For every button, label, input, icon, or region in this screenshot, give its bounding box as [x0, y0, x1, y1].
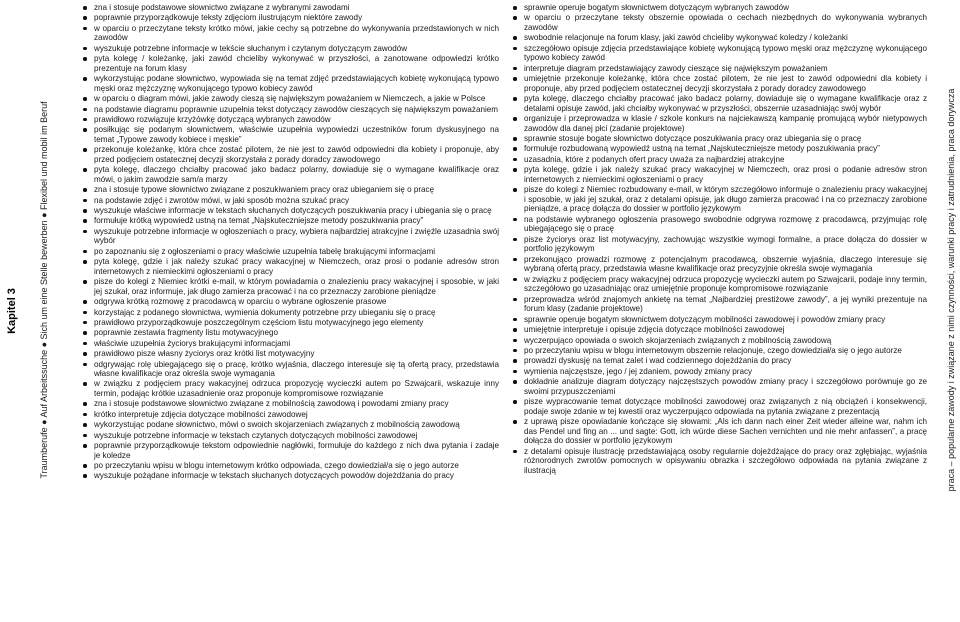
list-item: wyczerpująco opowiada o swoich skojarzeniach związanych z mobilnością zawodową [511, 336, 927, 346]
list-item: sprawnie operuje bogatym słownictwem dotyczącym wybranych zawodów [511, 3, 927, 13]
list-item: prawidłowo rozwiązuje krzyżówkę dotyczącą wybranych zawodów [81, 115, 499, 125]
list-item: pisze wypracowanie temat dotyczące mobilności zawodowej oraz związanych z nią obciążeń i konsekwencji, podaje swoje zdanie w tej kwestii oraz wyczerpująco odpowiada na pytania związane z prezentacją [511, 397, 927, 416]
list-item: w oparciu o diagram mówi, jakie zawody cieszą się największym poważaniem w Niemczech, a jakie w Polsce [81, 94, 499, 104]
list-item: wykorzystując podane słownictwo, mówi o swoich skojarzeniach związanych z mobilnością zawodową [81, 420, 499, 430]
list-item: pisze do kolegi z Niemiec krótki e-mail, w którym powiadamia o znalezieniu pracy wakacyjnej i sposobie, w jaki jej szukał, oraz informuje, jak długo zamierza pracować i na co przeznaczy zarobione pieniądze [81, 277, 499, 296]
topic-description: praca – popularne zawody i związane z nimi czynności, warunki pracy i zatrudnienia, praca dorywcza [946, 88, 956, 492]
list-item: wykorzystując podane słownictwo, wypowiada się na temat zdjęć przedstawiających kobietę wykonującą typowo męski oraz mężczyznę wykonującego typowo kobiecy zawód [81, 74, 499, 93]
list-item: wyszukuje pożądane informacje w tekstach słuchanych dotyczących powodów dojeżdżania do pracy [81, 471, 499, 481]
list-item: pisze życiorys oraz list motywacyjny, zachowując wszystkie wymogi formalne, a prace dołącza do dossier w portfolio językowym [511, 235, 927, 254]
list-item: umiejętnie interpretuje i opisuje zdjęcia dotyczące mobilności zawodowej [511, 325, 927, 335]
list-item: organizuje i przeprowadza w klasie / szkole konkurs na najciekawszą kampanię promującą wybór nietypowych zawodów dla danej płci (zadanie projektowe) [511, 114, 927, 133]
list-item: prawidłowo przyporządkowuje poszczególnym częściom listu motywacyjnego jego elementy [81, 318, 499, 328]
list-item: na podstawie diagramu poprawnie uzupełnia tekst dotyczący zawodów cieszących się największym poważaniem [81, 105, 499, 115]
list-item: w oparciu o przeczytane teksty krótko mówi, jakie cechy są potrzebne do wykonywania przedstawionych w nich zawodów [81, 24, 499, 43]
list-item: posiłkując się podanym słownictwem, właściwie uzupełnia wypowiedzi uczestników forum dyskusyjnego na temat „Typowe zawody kobiece i męskie” [81, 125, 499, 144]
list-item: formułuje krótką wypowiedź ustną na temat „Najskuteczniejsze metody poszukiwania pracy” [81, 216, 499, 226]
basic-requirements-list [81, 3, 499, 481]
list-item: odgrywając rolę ubiegającego się o pracę, krótko wyjaśnia, dlaczego interesuje się tą ofertą pracy, przedstawia własne kwalifikacje oraz określa swoje wymagania [81, 360, 499, 379]
list-item: zna i stosuje podstawowe słownictwo związane z wybranymi zawodami [81, 3, 499, 13]
list-item: w oparciu o przeczytane teksty obszernie opowiada o cechach niezbędnych do wykonywania wybranych zawodów [511, 13, 927, 32]
list-item: w związku z podjęciem pracy wakacyjnej odrzuca propozycję wycieczki autem po Szwajcarii, podaje inny termin, szczegółowo go uzasadniając oraz umiejętnie proponuje kompromisowe rozwiązanie [511, 275, 927, 294]
chapter-label: Kapitel 3 [6, 288, 18, 334]
list-item: wyszukuje właściwe informacje w tekstach słuchanych dotyczących poszukiwania pracy i ubiegania się o pracę [81, 206, 499, 216]
chapter-sidebar [0, 0, 26, 622]
list-item: dokładnie analizuje diagram dotyczący najczęstszych powodów zmiany pracy i szczegółowo porównuje go ze swoimi przypuszczeniami [511, 377, 927, 396]
list-item: po przeczytaniu wpisu w blogu internetowym obszernie relacjonuje, czego dowiedział/a się o jego autorze [511, 346, 927, 356]
list-item: sprawnie operuje bogatym słownictwem dotyczącym mobilności zawodowej i powodów zmiany pracy [511, 315, 927, 325]
chapter-topics: Traumberufe ● Auf Arbeitssuche ● Sich um eine Stelle bewerben ● Flexibel und mobil im Beruf [39, 101, 49, 479]
list-item: z uprawą pisze opowiadanie kończące się słowami: „Als ich dann nach einer Zeit wieder alleine war, nahm ich das Pendel und fing an ... und sagte: Gott, ich würde diese Sachen vernichten und nie mehr anfassen”, a pracę dołącza do dossier w portfolio językowym [511, 417, 927, 446]
list-item: poprawnie przyporządkowuje tekstom odpowiednie nagłówki, formułuje do każdego z nich dwa pytania i zadaje je koledze [81, 441, 499, 460]
list-item: odgrywa krótką rozmowę z pracodawcą w oparciu o wybrane ogłoszenie prasowe [81, 297, 499, 307]
list-item: interpretuje diagram przedstawiający zawody cieszące się największym poważaniem [511, 64, 927, 74]
list-item: pyta kolegę, dlaczego chciałby pracować jako badacz polarny, dowiaduje się o wymagane kwalifikacje oraz z detalami opisuje zawód, jaki chciałby wykonywać w przyszłości, obszernie uzasadniając swój wybór [511, 94, 927, 113]
list-item: z detalami opisuje ilustrację przedstawiającą osoby regularnie dojeżdżające do pracy oraz zgłębiając, wyjaśnia różnorodnych zwrotów pomocnych w opisywaniu obrazka i szczegółowo odpowiada na pytania związane z ilustracją [511, 447, 927, 476]
list-item: po zapoznaniu się z ogłoszeniami o pracy właściwie uzupełnia tabelę brakującymi informacjami [81, 247, 499, 257]
list-item: pyta kolegę, dlaczego chciałby pracować jako badacz polarny, dowiaduje się o wymagane kwalifikacje oraz mówi, o jakim zawodzie sam/a marzy [81, 165, 499, 184]
list-item: krótko interpretuje zdjęcia dotyczące mobilności zawodowej [81, 410, 499, 420]
list-item: korzystając z podanego słownictwa, wymienia dokumenty potrzebne przy ubieganiu się o pracę [81, 308, 499, 318]
list-item: na podstawie zdjęć i zwrotów mówi, w jaki sposób można szukać pracy [81, 196, 499, 206]
list-item: umiejętnie przekonuje koleżankę, która chce zostać pilotem, że nie jest to zawód odpowiedni dla kobiety i proponuje, aby przed podjęciem ostatecznej decyzji skorzystała z porady doradcy zawodowego [511, 74, 927, 93]
list-item: pyta kolegę, gdzie i jak należy szukać pracy wakacyjnej w Niemczech, oraz prosi o podanie adresów stron internetowych z niemieckimi ogłoszeniami o pracy [81, 257, 499, 276]
list-item: wymienia najczęstsze, jego / jej zdaniem, powody zmiany pracy [511, 367, 927, 377]
list-item: zna i stosuje podstawowe słownictwo związane z mobilnością zawodową i powodami zmiany pracy [81, 399, 499, 409]
list-item: uzasadnia, które z podanych ofert pracy uważa za najbardziej atrakcyjne [511, 155, 927, 165]
list-item: swobodnie relacjonuje na forum klasy, jaki zawód chcieliby wykonywać koledzy / koleżanki [511, 33, 927, 43]
list-item: przekonująco prowadzi rozmowę z potencjalnym pracodawcą, obszernie wyjaśnia, dlaczego interesuje się wybraną ofertą pracy, przedstawia własne kwalifikacje oraz precyzyjnie określa swoje wymagania [511, 255, 927, 274]
extended-requirements-list [511, 3, 927, 475]
list-item: formułuje rozbudowaną wypowiedź ustną na temat „Najskuteczniejsze metody poszukiwania pracy” [511, 144, 927, 154]
list-item: pyta kolegę / koleżankę, jaki zawód chcieliby wykonywać w przyszłości, a zanotowane odpowiedzi krótko prezentuje na forum klasy [81, 54, 499, 73]
extended-requirements-column [511, 3, 927, 476]
list-item: zna i stosuje typowe słownictwo związane z poszukiwaniem pracy oraz ubieganiem się o pracę [81, 185, 499, 195]
list-item: pyta kolegę, gdzie i jak należy szukać pracy wakacyjnej w Niemczech, oraz prosi o podanie adresów stron internetowych z niemieckimi ogłoszeniami o pracy [511, 165, 927, 184]
list-item: wyszukuje potrzebne informacje w tekście słuchanym i czytanym dotyczącym zawodów [81, 44, 499, 54]
list-item: poprawnie zestawia fragmenty listu motywacyjnego [81, 328, 499, 338]
basic-requirements-column [81, 3, 499, 482]
list-item: wyszukuje potrzebne informacje w tekstach czytanych dotyczących mobilności zawodowej [81, 431, 499, 441]
list-item: przekonuje koleżankę, która chce zostać pilotem, że nie jest to zawód odpowiedni dla kobiety i proponuje, aby przed podjęciem ostatecznej decyzji skorzystała z porady doradcy zawodowego [81, 145, 499, 164]
list-item: prowadzi dyskusję na temat zalet i wad codziennego dojeżdżania do pracy [511, 356, 927, 366]
list-item: sprawnie stosuje bogate słownictwo dotyczące poszukiwania pracy oraz ubiegania się o pracę [511, 134, 927, 144]
list-item: pisze do kolegi z Niemiec rozbudowany e-mail, w którym szczegółowo informuje o znalezieniu pracy wakacyjnej i sposobie, w jaki jej szukał, oraz z detalami opisuje, jak długo zamierza pracować i na co przeznaczy zarobione pieniądze, a pracę dołącza do dossier w portfolio językowym [511, 185, 927, 214]
list-item: w związku z podjęciem pracy wakacyjnej odrzuca propozycję wycieczki autem po Szwajcarii, wskazuje inny termin, podając krótkie uzasadnienie oraz proponuje kompromisowe rozwiązanie [81, 379, 499, 398]
list-item: prawidłowo pisze własny życiorys oraz krótki list motywacyjny [81, 349, 499, 359]
list-item: po przeczytaniu wpisu w blogu internetowym krótko odpowiada, czego dowiedział/a się o jego autorze [81, 461, 499, 471]
list-item: właściwie uzupełnia życiorys brakującymi informacjami [81, 339, 499, 349]
list-item: szczegółowo opisuje zdjęcia przedstawiające kobietę wykonującą typowo męski oraz mężczyznę wykonującego typowo kobiecy zawód [511, 44, 927, 63]
list-item: na podstawie wybranego ogłoszenia prasowego swobodnie odgrywa rozmowę z pracodawcą, przyjmując rolę ubiegającego się o pracę [511, 215, 927, 234]
list-item: przeprowadza wśród znajomych ankietę na temat „Najbardziej prestiżowe zawody”, a jej wyniki prezentuje na forum klasy (zadanie projektowe) [511, 295, 927, 314]
list-item: wyszukuje potrzebne informacje w ogłoszeniach o pracy, wybiera najbardziej atrakcyjne i zwięźle uzasadnia swój wybór [81, 227, 499, 246]
list-item: poprawnie przyporządkowuje teksty zdjęciom ilustrującym niektóre zawody [81, 13, 499, 23]
